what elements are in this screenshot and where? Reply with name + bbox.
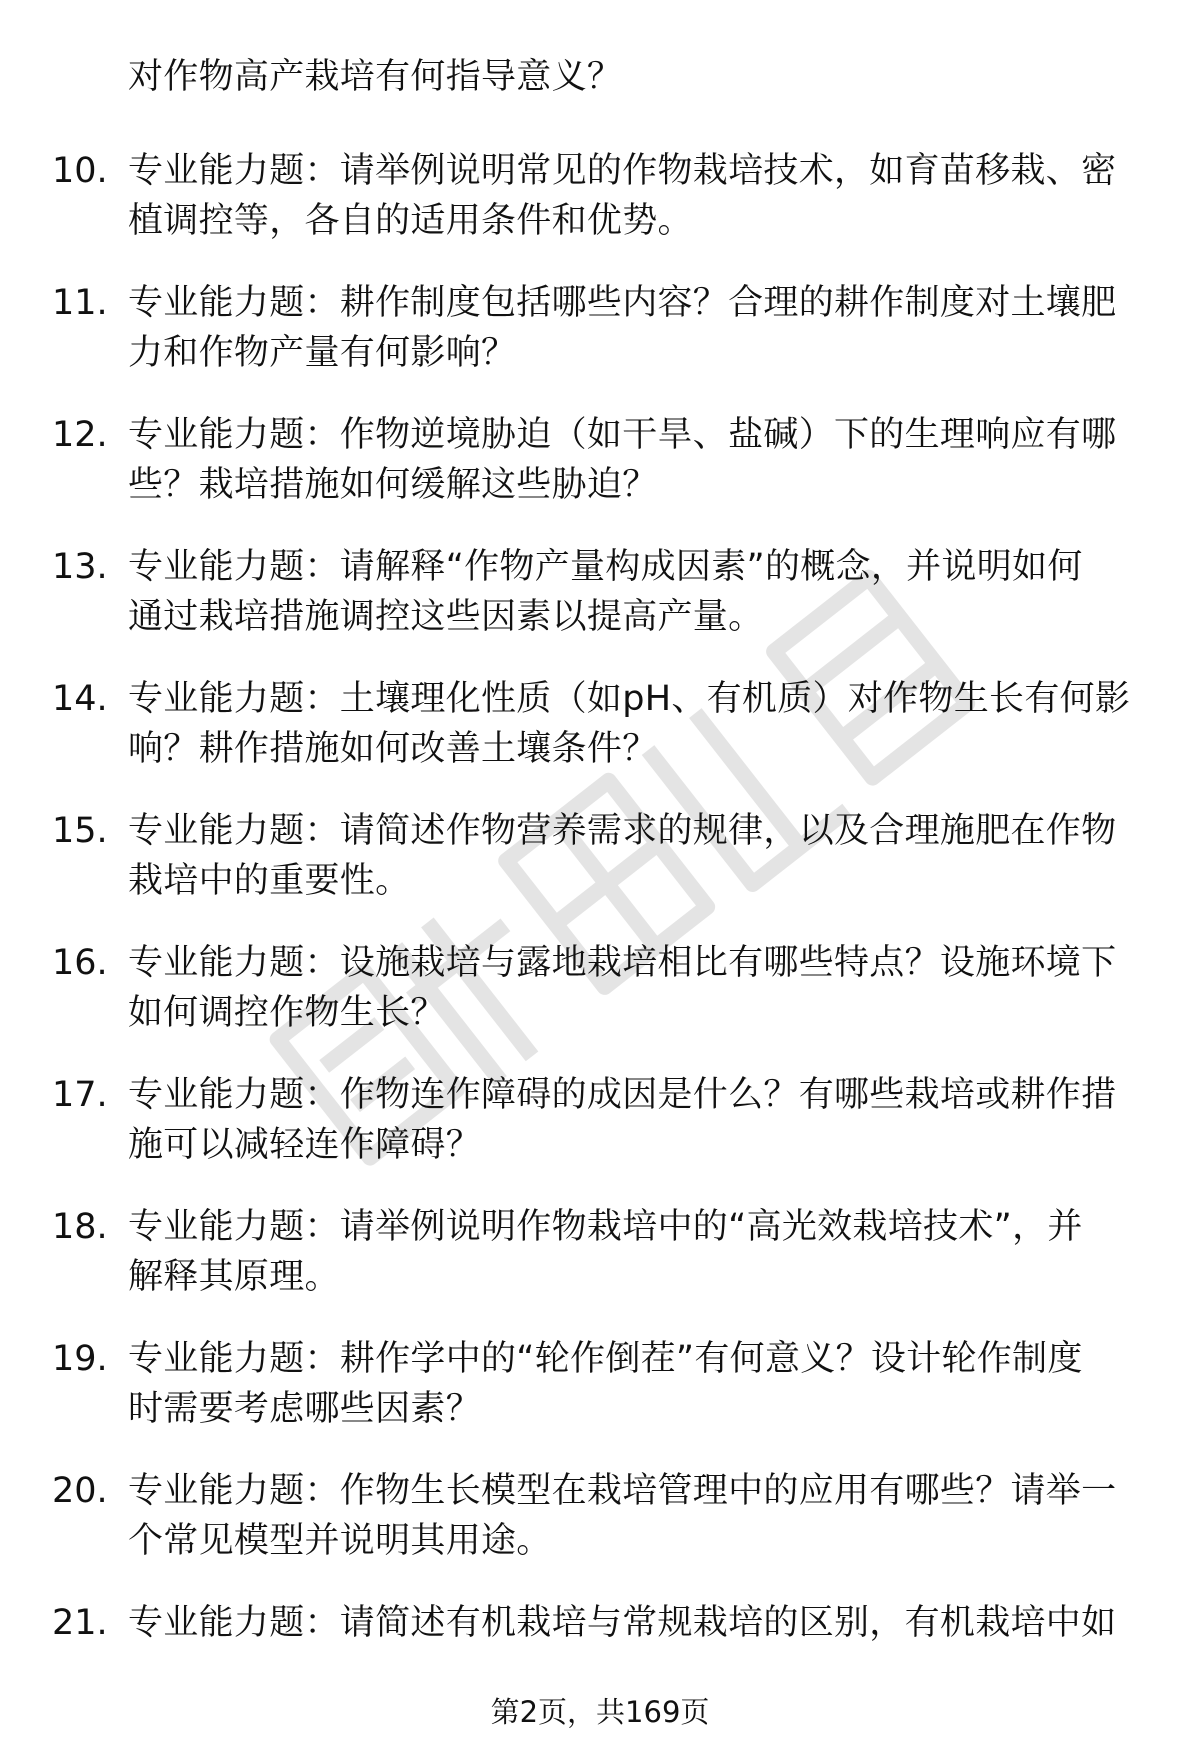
question-number: 13. (52, 547, 108, 587)
question-number: 18. (52, 1207, 108, 1247)
text-line: 如何调控作物生长？ (128, 993, 446, 1033)
question-number: 14. (52, 679, 108, 719)
text-line: 响？耕作措施如何改善土壤条件？ (128, 729, 658, 769)
text-line: 专业能力题：耕作制度包括哪些内容？合理的耕作制度对土壤肥 (128, 283, 1117, 323)
text-line: 植调控等，各自的适用条件和优势。 (128, 201, 693, 241)
text-line: 通过栽培措施调控这些因素以提高产量。 (128, 597, 764, 637)
text-line: 解释其原理。 (128, 1257, 340, 1297)
question-number: 21. (52, 1603, 108, 1643)
question-number: 10. (52, 151, 108, 191)
question-number: 12. (52, 415, 108, 455)
text-line: 专业能力题：请举例说明常见的作物栽培技术，如育苗移栽、密 (128, 151, 1117, 191)
text-line: 专业能力题：作物连作障碍的成因是什么？有哪些栽培或耕作措 (128, 1075, 1117, 1115)
question-number: 19. (52, 1339, 108, 1379)
text-line: 专业能力题：请简述有机栽培与常规栽培的区别，有机栽培中如 (128, 1603, 1117, 1643)
text-line: 专业能力题：请简述作物营养需求的规律，以及合理施肥在作物 (128, 811, 1117, 851)
text-line: 专业能力题：设施栽培与露地栽培相比有哪些特点？设施环境下 (128, 943, 1117, 983)
text-line: 些？栽培措施如何缓解这些胁迫？ (128, 465, 658, 505)
text-line: 专业能力题：作物生长模型在栽培管理中的应用有哪些？请举一 (128, 1471, 1117, 1511)
text-line: 专业能力题：请解释“作物产量构成因素”的概念，并说明如何 (128, 547, 1083, 587)
text-line: 时需要考虑哪些因素？ (128, 1389, 482, 1429)
text-line: 对作物高产栽培有何指导意义？ (128, 57, 623, 97)
question-number: 20. (52, 1471, 108, 1511)
question-number: 17. (52, 1075, 108, 1115)
page-number-footer: 第2页，共169页 (490, 1695, 710, 1729)
text-line: 专业能力题：请举例说明作物栽培中的“高光效栽培技术”，并 (128, 1207, 1083, 1247)
text-line: 施可以减轻连作障碍？ (128, 1125, 482, 1165)
text-line: 力和作物产量有何影响？ (128, 333, 517, 373)
text-line: 栽培中的重要性。 (128, 861, 411, 901)
question-number: 11. (52, 283, 108, 323)
text-line: 个常见模型并说明其用途。 (128, 1521, 552, 1561)
text-line: 专业能力题：土壤理化性质（如pH、有机质）对作物生长有何影 (128, 679, 1131, 719)
text-line: 专业能力题：作物逆境胁迫（如干旱、盐碱）下的生理响应有哪 (128, 415, 1117, 455)
question-number: 16. (52, 943, 108, 983)
text-line: 专业能力题：耕作学中的“轮作倒茬”有何意义？设计轮作制度 (128, 1339, 1083, 1379)
question-number: 15. (52, 811, 108, 851)
